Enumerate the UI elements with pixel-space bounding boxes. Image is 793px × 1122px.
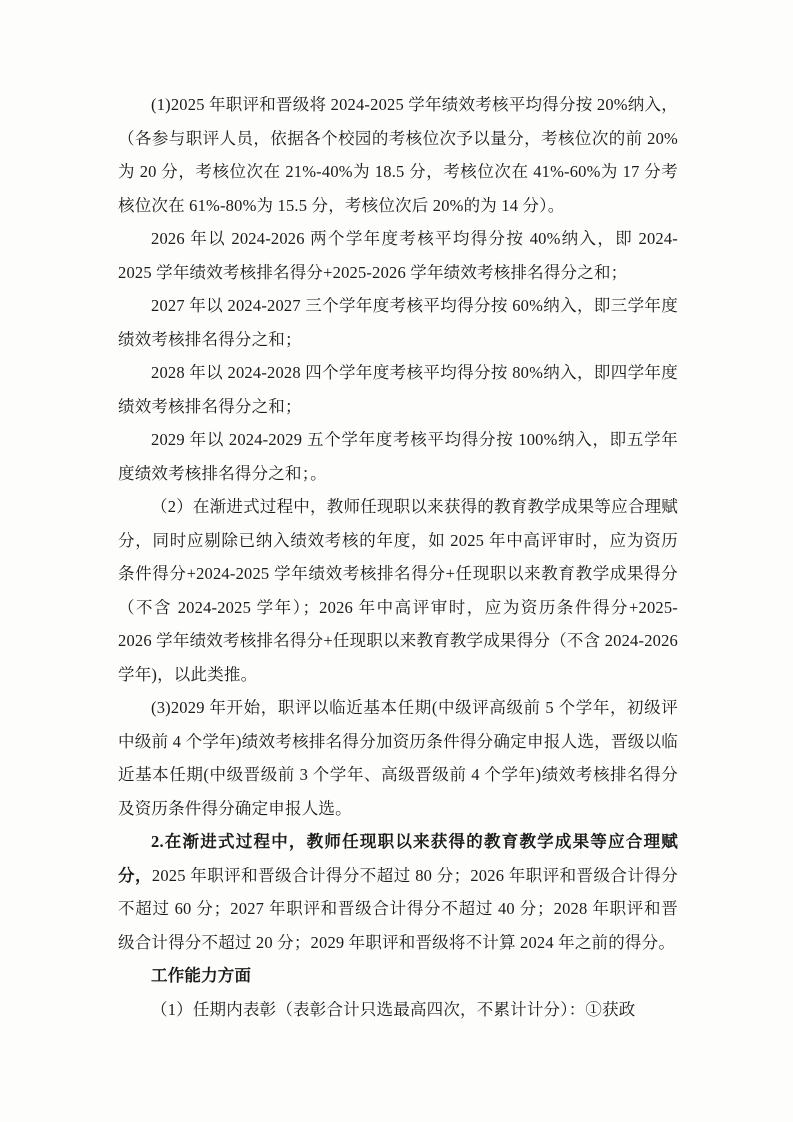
paragraph-1: (1)2025 年职评和晋级将 2024-2025 学年绩效考核平均得分按 20%纳入，（各参与职评人员，依据各个校园的考核位次予以量分，考核位次的前 20%为 20 分，考核位次在 21%-40%为 18.5 分，考核位次在 41%-60%为 17 分考核位次在 61%-80%为 15.5 分，考核位次后 20%的为 14 分）。: [118, 95, 678, 215]
paragraph-4: 2028 年以 2024-2028 四个学年度考核平均得分按 80%纳入，即四学年度绩效考核排名得分之和；: [118, 363, 678, 416]
paragraph-2: 2026 年以 2024-2026 两个学年度考核平均得分按 40%纳入，即 2024-2025 学年绩效考核排名得分+2025-2026 学年绩效考核排名得分之和；: [118, 229, 678, 282]
paragraph-6: （2）在渐进式过程中，教师任现职以来获得的教育教学成果等应合理赋分，同时应剔除已纳入绩效考核的年度，如 2025 年中高评审时，应为资历条件得分+2024-2025 学年绩效考核排名得分+任现职以来教育教学成果得分（不含 2024-2025 学年）；2026 年中高评审时，应为资历条件得分+2025-2026 学年绩效考核排名得分+任现职以来教育教学成果得分（不含 2024-2026 学年)，以此类推。: [118, 497, 678, 684]
item-2-rest: 2025 年职评和晋级合计得分不超过 80 分；2026 年职评和晋级合计得分不超过 60 分；2027 年职评和晋级合计得分不超过 40 分；2028 年职评和晋级合计得分不超过 20 分；2029 年职评和晋级将不计算 2024 年之前的得分。: [118, 865, 678, 952]
paragraph-3: 2027 年以 2024-2027 三个学年度考核平均得分按 60%纳入，即三学年度绩效考核排名得分之和；: [118, 296, 678, 349]
item-2-paragraph: [118, 825, 678, 959]
paragraph-last: （1）任期内表彰（表彰合计只选最高四次，不累计计分）：①获政: [151, 999, 636, 1019]
paragraph-5: 2029 年以 2024-2029 五个学年度考核平均得分按 100%纳入，即五学年度绩效考核排名得分之和；。: [118, 430, 678, 483]
item-2-bold-lead: 2.在渐进式过程中，教师任现职以来获得的教育教学成果等应合理赋分，: [118, 832, 678, 885]
document-body: [118, 88, 678, 1026]
paragraph-7: (3)2029 年开始，职评以临近基本任期(中级评高级前 5 个学年，初级评中级前 4 个学年)绩效考核排名得分加资历条件得分确定申报人选，晋级以临近基本任期(中级晋级前 3 个学年、高级晋级前 4 个学年)绩效考核排名得分及资历条件得分确定申报人选。: [118, 698, 678, 818]
section-heading-work-ability: 工作能力方面: [151, 966, 252, 985]
